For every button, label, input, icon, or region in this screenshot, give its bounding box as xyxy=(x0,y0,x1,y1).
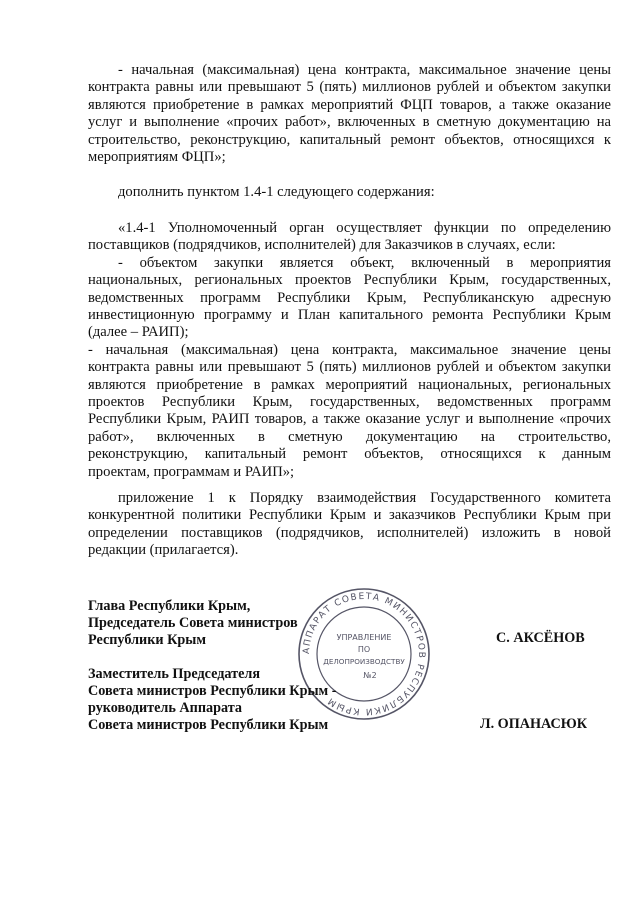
text-line: - начальная (максимальная) цена контракта, максимальное значение цены xyxy=(118,62,611,78)
signature-head-name: С. АКСЁНОВ xyxy=(496,630,585,646)
text-line: приложение 1 к Порядку взаимодействия Государственного комитета xyxy=(118,490,611,506)
text-line: поставщиков (подрядчиков, исполнителей) для Заказчиков в случаях, если: xyxy=(88,237,556,254)
text-line: строительство, реконструкцию, капитальный ремонт объектов, относящихся к xyxy=(88,131,611,148)
text-line: национальных, региональных проектов Республики Крым, государственных, xyxy=(88,272,611,289)
text-line: реконструкцию, капитальный ремонт объектов, относящихся к данным xyxy=(88,446,611,463)
signature-head-position xyxy=(88,598,298,649)
paragraph-add-clause xyxy=(88,184,611,201)
position-line: Председатель Совета министров xyxy=(88,615,298,631)
text-line: - объектом закупки является объект, включенный в мероприятия xyxy=(118,254,611,271)
text-line: работ», включенных в сметную документацию на строительство, xyxy=(88,428,611,445)
signature-deputy-position xyxy=(88,666,336,734)
text-line: контракта равны или превышают 5 (пять) миллионов рублей и объектом закупки xyxy=(88,79,611,96)
text-line: мероприятиям ФЦП»; xyxy=(88,149,226,166)
position-line: руководитель Аппарата xyxy=(88,700,242,716)
text-line: Республики Крым, РАИП товаров, а также оказание услуг и выполнение «прочих xyxy=(88,411,611,428)
text-line: инвестиционную программу и План капитального ремонта Республики Крым xyxy=(88,307,611,324)
text-line: (далее – РАИП); xyxy=(88,324,189,341)
text-line: проектам, программам и РАИП»; xyxy=(88,463,295,480)
position-line: Заместитель Председателя xyxy=(88,666,261,682)
text-line: «1.4-1 Уполномоченный орган осуществляет функции по определению xyxy=(118,220,611,236)
stamp-inner-line: ПО xyxy=(357,645,371,654)
stamp-ring-text: АППАРАТ СОВЕТА МИНИСТРОВ РЕСПУБЛИКИ КРЫМ xyxy=(301,591,427,717)
paragraph-appendix xyxy=(88,490,611,560)
position-line: Совета министров Республики Крым xyxy=(88,717,329,733)
text-line: дополнить пунктом 1.4-1 следующего содержания: xyxy=(118,184,435,200)
position-line: Совета министров Республики Крым - xyxy=(88,683,337,699)
text-line: контракта равны или превышают 5 (пять) миллионов рублей и объектом закупки xyxy=(88,359,611,376)
text-line: конкурентной политики Республики Крым и заказчиков Республики Крым при xyxy=(88,507,611,524)
text-line: редакции (прилагается). xyxy=(88,542,239,559)
position-line: Республики Крым xyxy=(88,632,207,648)
position-line: Глава Республики Крым, xyxy=(88,598,251,614)
stamp-inner-line: УПРАВЛЕНИЕ xyxy=(336,633,392,642)
stamp-inner-line: ДЕЛОПРОИЗВОДСТВУ xyxy=(323,657,405,666)
text-line: ведомственных программ Республики Крым, Республиканскую адресную xyxy=(88,289,611,306)
text-line: проектов Республики Крым, государственных, ведомственных программ xyxy=(88,394,611,411)
text-line: - начальная (максимальная) цена контракта, максимальное значение цены xyxy=(88,341,611,358)
text-line: являются приобретение в рамках мероприятий национальных, региональных xyxy=(88,376,611,393)
signature-deputy-name: Л. ОПАНАСЮК xyxy=(480,716,588,732)
paragraph-fcp-price-condition xyxy=(88,62,611,166)
text-line: определении поставщиков (подрядчиков, исполнителей) изложить в новой xyxy=(88,524,611,541)
paragraph-clause-1-4-1 xyxy=(88,220,611,481)
text-line: услуг и выполнение «прочих работ», включенных в сметную документацию на xyxy=(88,114,611,131)
text-line: являются приобретение в рамках мероприятий ФЦП товаров, а также оказание xyxy=(88,96,611,113)
stamp-inner-line: №2 xyxy=(363,671,377,680)
